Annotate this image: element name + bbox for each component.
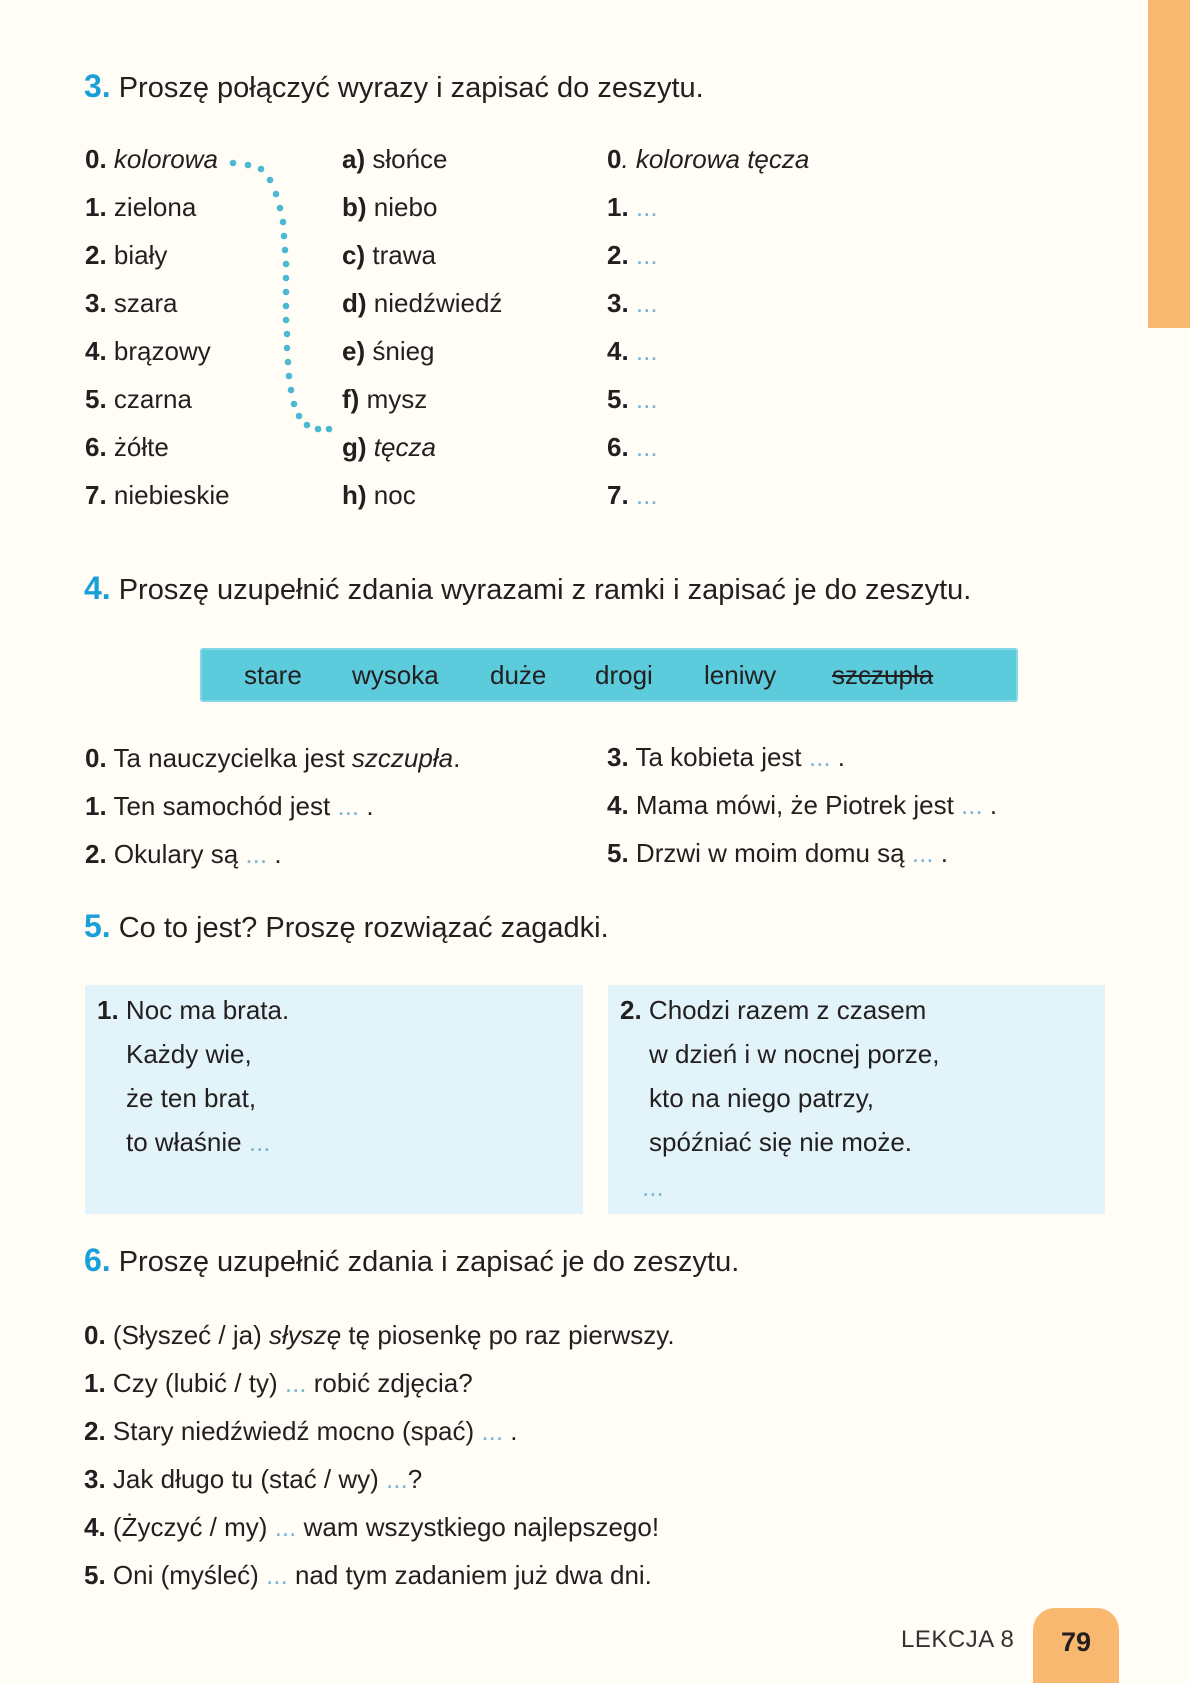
- dotted-connector-line: [225, 150, 345, 460]
- list-item: [85, 334, 211, 368]
- item-text: trawa: [372, 240, 436, 270]
- sentence: [84, 1366, 473, 1400]
- item-text: noc: [373, 480, 416, 510]
- sentence-answer: ...: [274, 1512, 297, 1542]
- sentence-text: Czy (lubić / ty): [112, 1368, 285, 1398]
- item-text: tęcza: [373, 432, 436, 462]
- riddle-line: [649, 1037, 939, 1071]
- item-number: 3.: [84, 1464, 106, 1494]
- answer-line: [607, 382, 658, 416]
- sentence-answer: ...: [266, 1560, 288, 1590]
- riddle-answer-blank: ...: [248, 1127, 271, 1157]
- answer-blank: ...: [635, 432, 658, 462]
- item-number: h): [342, 480, 367, 510]
- sentence-text: (Słyszeć / ja): [112, 1320, 269, 1350]
- riddle-line: [126, 1037, 252, 1071]
- list-item: [342, 238, 436, 272]
- item-text: niebo: [373, 192, 438, 222]
- sentence-end: .: [830, 742, 846, 772]
- sentence: [84, 1414, 518, 1448]
- sentence-answer: ...: [808, 742, 831, 772]
- list-item: [85, 238, 167, 272]
- item-number: 3.: [607, 288, 629, 318]
- exercise-instruction: Proszę połączyć wyrazy i zapisać do zeszytu.: [118, 72, 704, 104]
- list-item: [342, 334, 435, 368]
- sentence-end: nad tym zadaniem już dwa dni.: [287, 1560, 652, 1590]
- item-text: czarna: [113, 384, 192, 414]
- item-number: 6.: [607, 432, 629, 462]
- riddle-text: w dzień i w nocnej porze,: [649, 1039, 940, 1069]
- item-number: 3.: [607, 742, 629, 772]
- list-item: [342, 142, 448, 176]
- answer-blank: ...: [635, 240, 658, 270]
- sentence: [84, 1558, 652, 1592]
- sentence-end: robić zdjęcia?: [306, 1368, 473, 1398]
- item-number: 5.: [607, 384, 629, 414]
- item-number: 1.: [607, 192, 629, 222]
- exercise-number: 4.: [84, 570, 111, 606]
- riddle-text: Każdy wie,: [126, 1039, 252, 1069]
- sentence-text: Oni (myśleć): [112, 1560, 267, 1590]
- item-number: b): [342, 192, 367, 222]
- exercise-instruction: Co to jest? Proszę rozwiązać zagadki.: [118, 912, 609, 944]
- sentence-end: .: [359, 791, 374, 821]
- exercise-6-title: [84, 1242, 739, 1279]
- sentence: [85, 789, 374, 823]
- sentence-text: Okulary są: [113, 839, 246, 869]
- sentence: [607, 836, 948, 870]
- item-text: biały: [113, 240, 168, 270]
- riddle-line: [126, 1081, 256, 1115]
- item-text: żółte: [113, 432, 169, 462]
- word-box-word: stare: [244, 660, 302, 690]
- answer-line: [607, 190, 658, 224]
- list-item: [342, 382, 427, 416]
- riddle-text: kto na niego patrzy,: [649, 1083, 874, 1113]
- item-number: 7.: [85, 480, 107, 510]
- sentence-end: .: [933, 838, 948, 868]
- item-number: 2.: [85, 240, 107, 270]
- sentence: [84, 1318, 675, 1352]
- sentence-end: .: [503, 1416, 518, 1446]
- list-item: [342, 190, 437, 224]
- item-number: 4.: [607, 790, 629, 820]
- list-item: [85, 190, 196, 224]
- item-number: 5.: [84, 1560, 106, 1590]
- list-item: [85, 478, 230, 512]
- item-number: 2.: [607, 240, 629, 270]
- answer-blank: ...: [635, 336, 658, 366]
- item-number: 0: [607, 144, 622, 174]
- riddle-text: Noc ma brata.: [125, 995, 290, 1025]
- riddle-text: to właśnie: [126, 1127, 249, 1157]
- riddle-text: Chodzi razem z czasem: [648, 995, 927, 1025]
- exercise-5-title: [84, 908, 609, 945]
- word-box-word: wysoka: [352, 660, 439, 690]
- page-number: 79: [1033, 1608, 1119, 1683]
- sentence-end: .: [453, 743, 461, 773]
- sentence-answer: ...: [245, 839, 268, 869]
- item-number: e): [342, 336, 366, 366]
- list-item: [85, 286, 178, 320]
- item-text: niebieskie: [113, 480, 230, 510]
- item-text: . kolorowa tęcza: [621, 144, 810, 174]
- item-text: brązowy: [113, 336, 211, 366]
- list-item: [342, 478, 416, 512]
- sentence: [607, 740, 845, 774]
- item-number: c): [342, 240, 366, 270]
- item-number: 3.: [85, 288, 107, 318]
- riddle-text: spóźniać się nie może.: [649, 1127, 913, 1157]
- item-number: 6.: [85, 432, 107, 462]
- sentence-text: Jak długo tu (stać / wy): [112, 1464, 387, 1494]
- item-number: 2.: [85, 839, 107, 869]
- item-number: 0.: [85, 743, 107, 773]
- word-box-word: drogi: [595, 660, 653, 690]
- exercise-number: 6.: [84, 1242, 111, 1278]
- item-number: 1.: [85, 192, 107, 222]
- list-item: [85, 142, 218, 176]
- answer-line: [607, 238, 658, 272]
- item-number: 5.: [85, 384, 107, 414]
- sentence-end: .: [982, 790, 998, 820]
- sentence-text: Drzwi w moim domu są: [635, 838, 912, 868]
- exercise-number: 3.: [84, 68, 111, 104]
- list-item: [342, 286, 502, 320]
- sentence-text: Ta kobieta jest: [635, 742, 809, 772]
- sentence-end: ?: [407, 1464, 423, 1494]
- item-number: d): [342, 288, 367, 318]
- sentence-answer: słyszę: [268, 1320, 342, 1350]
- answer-blank: ...: [635, 192, 658, 222]
- item-text: szara: [113, 288, 178, 318]
- sentence-answer: szczupła: [351, 743, 454, 773]
- item-text: mysz: [366, 384, 428, 414]
- answer-line: [607, 430, 658, 464]
- sentence: [85, 837, 282, 871]
- word-box-word: szczupła: [832, 660, 934, 690]
- sentence-end: wam wszystkiego najlepszego!: [296, 1512, 660, 1542]
- sentence-answer: ...: [284, 1368, 307, 1398]
- item-text: słońce: [372, 144, 448, 174]
- word-box-word: leniwy: [704, 660, 777, 690]
- sentence-text: Stary niedźwiedź mocno (spać): [112, 1416, 482, 1446]
- list-item: [85, 382, 192, 416]
- answer-blank: ...: [635, 480, 658, 510]
- list-item: [342, 430, 436, 464]
- item-number: 7.: [607, 480, 629, 510]
- sentence-text: Ta nauczycielka jest: [113, 743, 352, 773]
- item-number: 2.: [620, 995, 642, 1025]
- item-number: 1.: [84, 1368, 106, 1398]
- answer-line: [607, 142, 809, 176]
- sentence-answer: ...: [481, 1416, 504, 1446]
- list-item: [85, 430, 169, 464]
- word-box-word: duże: [490, 660, 547, 690]
- riddle-line: [97, 993, 289, 1027]
- answer-blank: ...: [635, 384, 658, 414]
- sentence-answer: ...: [961, 790, 983, 820]
- sentence-text: Ten samochód jest: [113, 791, 338, 821]
- riddle-line: [649, 1125, 912, 1159]
- sentence-answer: ...: [911, 838, 934, 868]
- exercise-instruction: Proszę uzupełnić zdania wyrazami z ramki i zapisać je do zeszytu.: [118, 574, 972, 606]
- sentence: [85, 741, 460, 775]
- item-number: f): [342, 384, 360, 414]
- item-number: 0.: [84, 1320, 106, 1350]
- answer-blank: ...: [635, 288, 658, 318]
- exercise-4-title: [84, 570, 971, 607]
- item-number: g): [342, 432, 367, 462]
- item-number: 4.: [85, 336, 107, 366]
- item-number: 1.: [85, 791, 107, 821]
- item-number: 2.: [84, 1416, 106, 1446]
- lesson-label: LEKCJA 8: [901, 1626, 1015, 1653]
- riddle-line: [649, 1081, 874, 1115]
- item-text: kolorowa: [113, 144, 218, 174]
- item-number: a): [342, 144, 366, 174]
- sentence: [607, 788, 997, 822]
- riddle-answer-blank: ...: [642, 1172, 664, 1202]
- answer-line: [607, 286, 658, 320]
- riddle-line: [620, 993, 926, 1027]
- answer-line: [607, 478, 658, 512]
- sentence-end: tę piosenkę po raz pierwszy.: [341, 1320, 675, 1350]
- item-text: zielona: [113, 192, 197, 222]
- item-number: 4.: [84, 1512, 106, 1542]
- exercise-number: 5.: [84, 908, 111, 944]
- sentence-text: Mama mówi, że Piotrek jest: [635, 790, 962, 820]
- page-edge-tab: [1148, 0, 1190, 328]
- sentence: [84, 1510, 659, 1544]
- item-text: niedźwiedź: [373, 288, 503, 318]
- riddle-line: [126, 1125, 271, 1159]
- item-number: 0.: [85, 144, 107, 174]
- sentence: [84, 1462, 422, 1496]
- answer-line: [607, 334, 658, 368]
- sentence-text: (Życzyć / my): [112, 1512, 275, 1542]
- item-number: 1.: [97, 995, 119, 1025]
- riddle-text: że ten brat,: [126, 1083, 257, 1113]
- sentence-answer: ...: [386, 1464, 408, 1494]
- item-number: 4.: [607, 336, 629, 366]
- sentence-answer: ...: [337, 791, 360, 821]
- item-number: 5.: [607, 838, 629, 868]
- exercise-3-title: [84, 68, 704, 105]
- sentence-end: .: [267, 839, 282, 869]
- exercise-instruction: Proszę uzupełnić zdania i zapisać je do zeszytu.: [118, 1246, 740, 1278]
- item-text: śnieg: [372, 336, 435, 366]
